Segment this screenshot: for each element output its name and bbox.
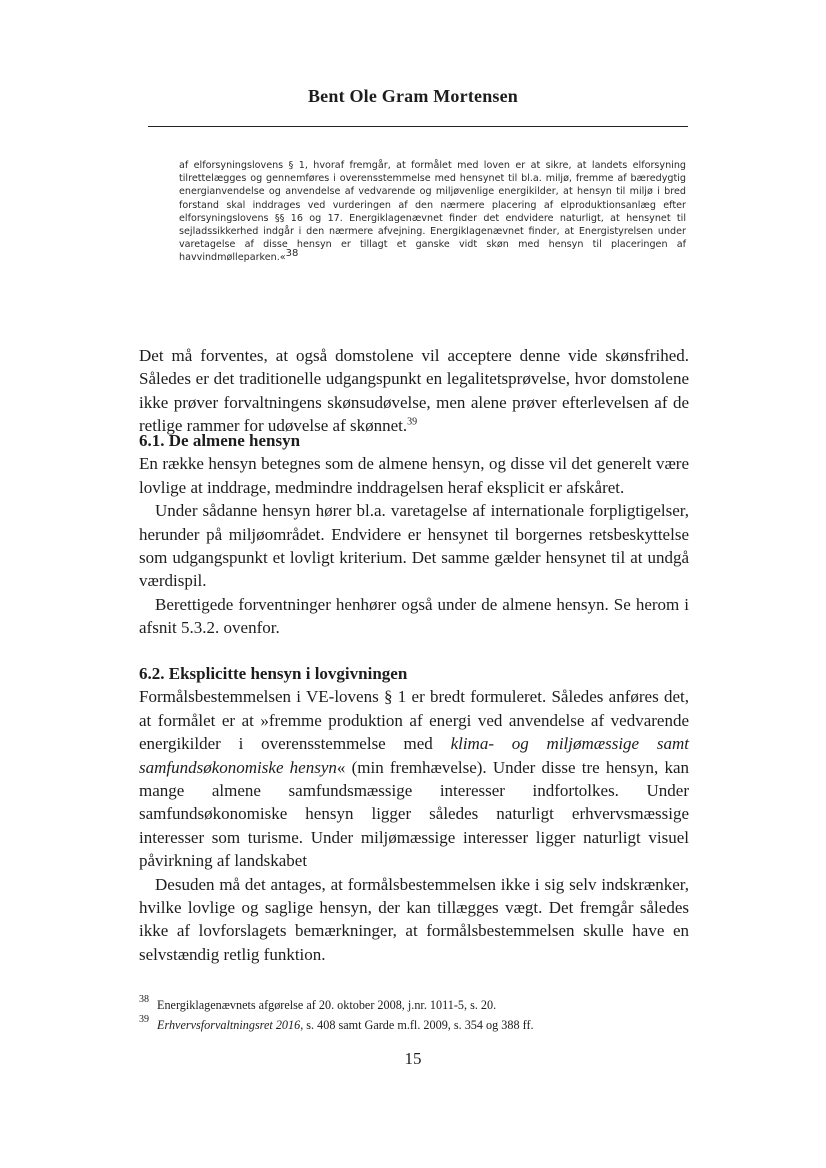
footnote-ref-39[interactable]: 39	[407, 416, 418, 428]
section-6-1	[139, 429, 689, 640]
footnote-39	[139, 1015, 699, 1035]
block-quote	[179, 159, 686, 265]
footnote-mark-39: 39	[139, 1014, 149, 1025]
section-6-2-p1-emphasis: klima- og miljømæssige samt samfundsøkonomiske hensyn	[139, 734, 690, 777]
footnote-ref-38[interactable]: 38	[285, 248, 299, 260]
section-6-2-p1-after: « (min fremhævelse). Under disse tre hensyn, kan mange almene samfundsmæssige interesser indfortolkes. Under samfundsøkonomiske hensyn ligger således naturligt erhvervsmæssige interesser som turisme. Under miljømæssige interesser ligger naturligt visuel påvirkning af landskabet	[139, 757, 689, 871]
section-6-1-paragraph-1: En række hensyn betegnes som de almene hensyn, og disse vil det generelt være lovlige at inddrage, medmindre inddragelsen heraf eksplicit er afskåret.	[139, 454, 689, 497]
footnote-text-38: Energiklagenævnets afgørelse af 20. oktober 2008, j.nr. 1011-5, s. 20.	[157, 998, 497, 1012]
footnote-mark-38: 38	[139, 994, 149, 1005]
section-heading-6-2: 6.2. Eksplicitte hensyn i lovgivningen	[139, 664, 408, 683]
intro-paragraph-block	[139, 344, 689, 438]
footnote-italic-39: Erhvervsforvaltningsret 2016	[157, 1018, 301, 1032]
section-6-2-paragraph-1	[139, 685, 689, 872]
section-6-1-paragraph-3: Berettigede forventninger henhører også under de almene hensyn. Se herom i afsnit 5.3.2. ovenfor.	[139, 594, 689, 638]
footnote-38	[139, 995, 699, 1015]
footnotes	[139, 995, 699, 1035]
block-quote-text: af elforsyningslovens § 1, hvoraf fremgår, at formålet med loven er at sikre, at landets elforsyning tilrettelægges og gennemføres i overensstemmelse med hensynet til bl.a. miljø, fremme af bæredygtig energianvendelse og anvendelse af vedvarende og miljøvenlige energikilder, at hensyn til miljø i bred forstand skal inddrages ved vurderingen af den nærmere placering af elproduktionsanlæg efter elforsyningslovens §§ 16 og 17. Energiklagenævnet finder det endvidere naturligt, at hensynet til sejladssikkerhed indgår i den nærmere afvejning. Energiklagenævnet finder, at Energistyrelsen under varetagelse af disse hensyn er tillagt et ganske vidt skøn med hensyn til placeringen af havvindmølleparken.«	[179, 160, 686, 264]
header-rule	[148, 126, 688, 127]
footnote-text-39: , s. 408 samt Garde m.fl. 2009, s. 354 og 388 ff.	[300, 1018, 534, 1032]
intro-paragraph-text: Det må forventes, at også domstolene vil acceptere denne vide skønsfrihed. Således er det traditionelle udgangspunkt en legalitetsprøvelse, hvor domstolene ikke prøver forvaltningens skønsudøvelse, men alene prøver efterlevelsen af de retlige rammer for udøvelse af skønnet.	[139, 346, 689, 436]
section-6-2-p1-before: Formålsbestemmelsen i VE-lovens § 1 er bredt formuleret. Således anføres det, at formålet er at »fremme produktion af energi ved anvendelse af vedvarende energikilder i overensstemmelse med	[139, 687, 689, 754]
section-heading-6-1: 6.1. De almene hensyn	[139, 431, 301, 450]
intro-paragraph	[139, 344, 689, 438]
section-6-2	[139, 662, 689, 966]
section-6-1-paragraph-2: Under sådanne hensyn hører bl.a. varetagelse af internationale forpligtigelser, herunder på miljøområdet. Endvidere er hensynet til borgernes retsbeskyttelse som udgangspunkt et lovligt kriterium. Det samme gælder hensynet til at undgå værdispil.	[139, 501, 689, 591]
running-head: Bent Ole Gram Mortensen	[307, 86, 519, 106]
section-6-2-paragraph-2: Desuden må det antages, at formålsbestemmelsen ikke i sig selv indskrænker, hvilke lovlige og saglige hensyn, der kan tillægges vægt. Det fremgår således ikke af lovforslagets bemærkninger, at formålsbestemmelsen skulle have en selvstændig retlig funktion.	[139, 874, 689, 964]
page-number: 15	[404, 1049, 422, 1068]
